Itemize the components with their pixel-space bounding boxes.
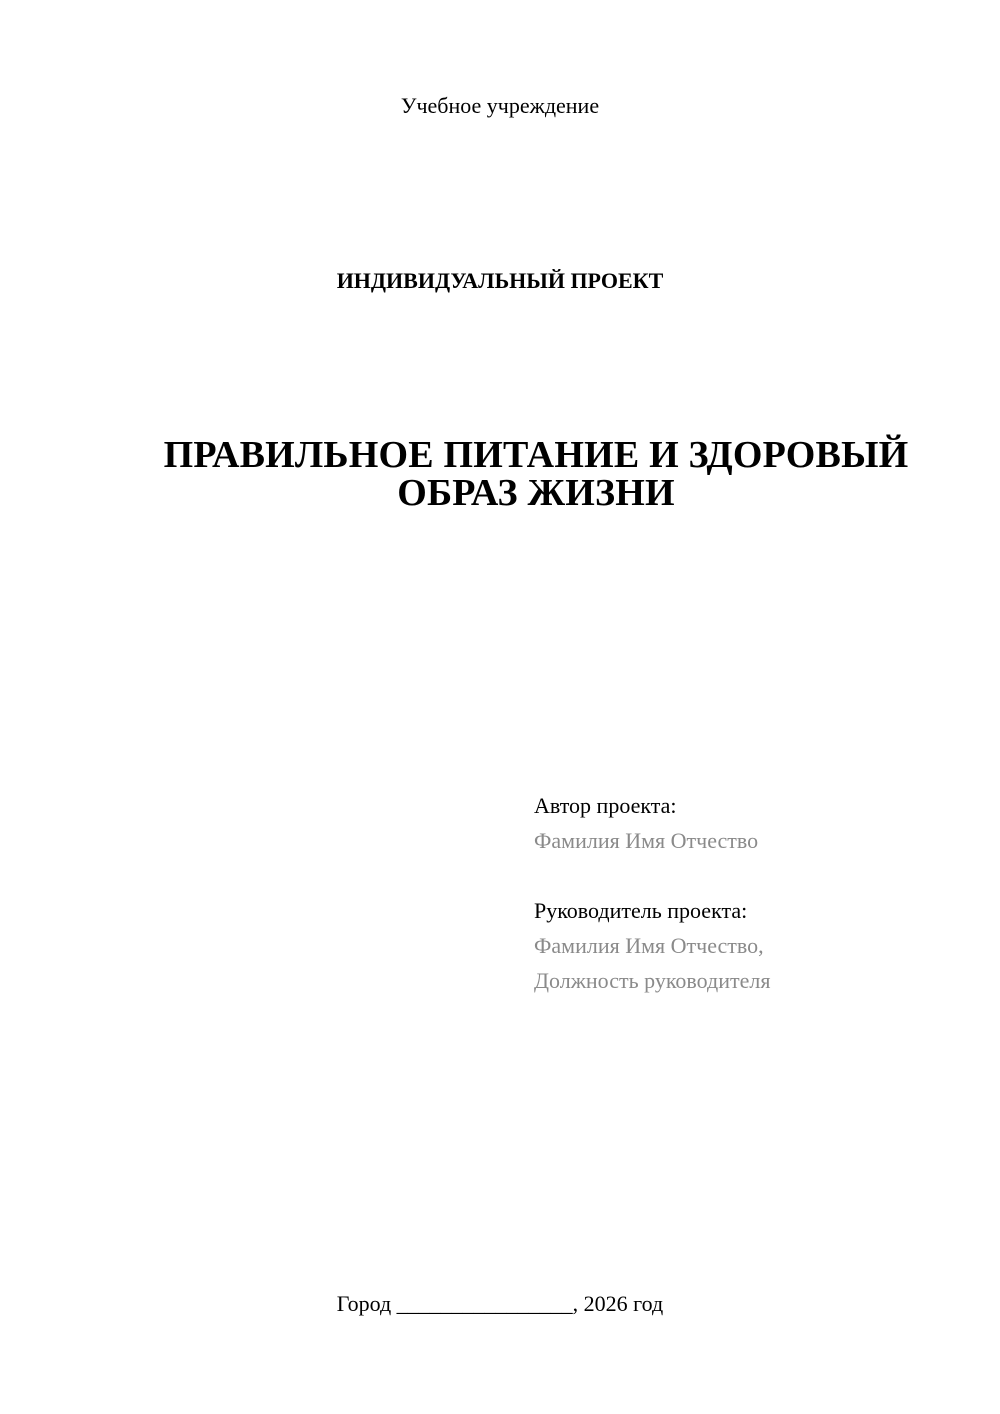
institution-name: Учебное учреждение bbox=[400, 93, 600, 118]
supervisor-label: Руководитель проекта: bbox=[534, 898, 748, 923]
author-label: Автор проекта: bbox=[534, 793, 677, 818]
supervisor-name: Фамилия Имя Отчество, bbox=[534, 933, 764, 958]
project-type-heading: ИНДИВИДУАЛЬНЫЙ ПРОЕКТ bbox=[336, 268, 664, 293]
credits-spacer bbox=[534, 858, 954, 893]
city-year-footer: Город ________________, 2026 год bbox=[336, 1291, 664, 1316]
project-title-line-2: ОБРАЗ ЖИЗНИ bbox=[397, 472, 675, 514]
project-title-line-1: ПРАВИЛЬНОЕ ПИТАНИЕ И ЗДОРОВЫЙ bbox=[163, 434, 909, 476]
supervisor-position: Должность руководителя bbox=[534, 968, 771, 993]
author-name: Фамилия Имя Отчество bbox=[534, 828, 759, 853]
credits-block bbox=[534, 788, 954, 998]
project-title bbox=[150, 436, 922, 512]
